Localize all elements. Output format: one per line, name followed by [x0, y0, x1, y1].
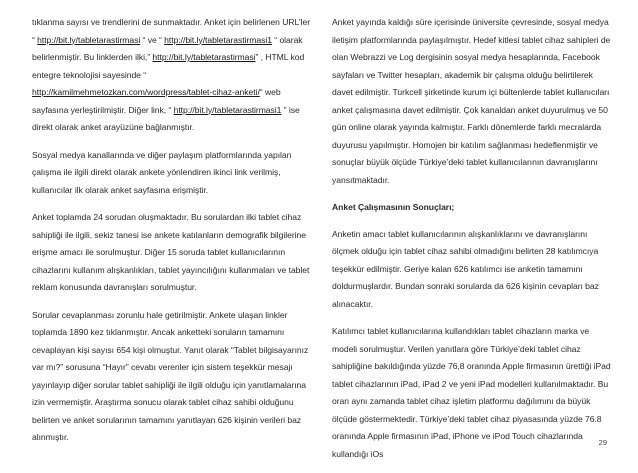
left-paragraph-2: Sosyal medya kanallarında ve diğer paylaşım platformlarında yapılan çalışma ile ilgili direkt olarak ankete yönlendiren ikinci link verilmiş, kullanıcılar ilk olarak anket sayfasına erişmiştir.: [32, 149, 292, 195]
text-segment: “ olarak belirlenmiştir. Bu linklerden ilki,”: [32, 34, 303, 62]
right-paragraph-2: Anketin amacı tablet kullanıcılarının alışkanlıklarını ve davranışlarını ölçmek olduğu için tablet cihaz sahibi olmadığını belirten 28 katılımcıya teşekkür edilmiştir. Geriye kalan 626 katılımcı ise anketin tamamını doldurmuşlardır. Bundan sonraki sorularda da 626 kişinin cevapları baz alınacaktır.: [332, 228, 599, 309]
link-tabletarastirmasi[interactable]: http://bit.ly/tabletarastirmasi: [37, 34, 141, 45]
right-paragraph-3: Katılımcı tablet kullanıcılarına kullandıkları tablet cihazların marka ve modeli sorulmuştur. Verilen yanıtlara göre Türkiye’deki tablet cihaz sahipliğine bakıldığında yüzde 76,8 oranında Apple firmasının ürettiği iPad tablet cihazlarının iPad, iPad 2 ve yeni iPad modelleri kullanılmaktadır. Bu oran aynı zamanda tablet cihaz işletim platformu dağılımını da büyük ölçüde göstermektedir. Türkiye’deki tablet cihaz piyasasında yüzde 76.8 oranında Apple firmasının iPad, iPhone ve iPod Touch cihazlarında kullandığı iOs: [332, 326, 611, 459]
right-paragraph-1: Anket yayında kaldığı süre içerisinde üniversite çevresinde, sosyal medya iletişim platformlarında paylaşılmıştır. Hedef kitlesi tablet cihaz sahipleri de olan Webrazzi ve Log dergisinin sosyal medya hesaplarında, Facebook sayfaları ve Twitter hesapları, akademik bir çalışma olduğu belirtilerek davet edilmiştir. Turkcell şirketinde kurum içi bültenlerde tablet kullanıcıları anket çalışmasına davet edilmiştir. Çok kanaldan anket duyurulmuş ve 50 gün online olarak yayında kalmıştır. Farklı dönemlerde farklı mecralarda duyurusu yapılmıştır. Homojen bir katılım sağlanması hedeflenmiştir ve sonuçlar büyük ölçüde Türkiye’deki tablet kullanıcılarının davranışlarını yansıtmaktadır.: [332, 17, 611, 185]
link-tabletarastirmasi1-2[interactable]: http://bit.ly/tabletarastirmasi1: [173, 104, 282, 115]
text-segment: ” , HTML kod entegre teknolojisi sayesinde “: [32, 52, 305, 80]
link-kamilmehmetozkan[interactable]: http://kamilmehmetozkan.com/wordpress/tablet-cihaz-anketi/: [32, 87, 260, 97]
text-segment: “ ve “: [140, 34, 165, 45]
left-column: [32, 14, 311, 457]
text-segment: ” ise direkt olarak anket arayüzüne bağlanmıştır.: [32, 104, 300, 132]
page-number: 29: [598, 438, 607, 447]
section-heading: Anket Çalışmasının Sonuçları;: [332, 202, 455, 212]
text-segment: tıklanma sayısı ve trendlerini de sunmaktadır. Anket için belirlenen URL’ler “: [32, 17, 311, 45]
link-tabletarastirmasi-2[interactable]: http://bit.ly/tabletarastirmasi: [152, 52, 256, 62]
left-paragraph-3: Anket toplamda 24 sorudan oluşmaktadır. Bu sorulardan ilki tablet cihaz sahipliği ile ilgili, sekiz tanesi ise ankete katılanların demografik bilgilerine erişme amacı ile sorulmuştur. Diğer 15 soruda tablet kullanıcılarının cihazlarını kullanım alışkanlıkları, tablet yayıncılığını kullanmaları ve tablet reklam konusunda davranışları sorulmuştur.: [32, 212, 310, 292]
left-paragraph-4: Sorular cevaplanması zorunlu hale getirilmiştir. Ankete ulaşan linkler toplamda 1890 kez tıklanmıştır. Ancak anketteki soruların tamamını cevaplayan kişi sayısı 654 kişi olmuştur. Yanıt olarak “Tablet bilgisayarınız var mı?” sorusuna “Hayır” cevabı verenler için sistem teşekkür mesajı yayınlayıp diğer sorular tablet sahipliği ile ilgili olduğu için yanıtlamalarına izin vermemiştir. Araştırma sonucu olarak tablet cihaz sahibi olduğunu belirten ve anket sorularının tamamını yanıtlayan 626 kişinin verileri baz alınmıştır.: [32, 309, 309, 442]
link-tabletarastirmasi1[interactable]: http://bit.ly/tabletarastirmasi1: [164, 34, 272, 45]
text-segment: “ web sayfasına yerleştirilmiştir. Diğer link, “: [32, 87, 281, 115]
right-column: [332, 14, 612, 473]
left-paragraph-1: [32, 14, 311, 137]
